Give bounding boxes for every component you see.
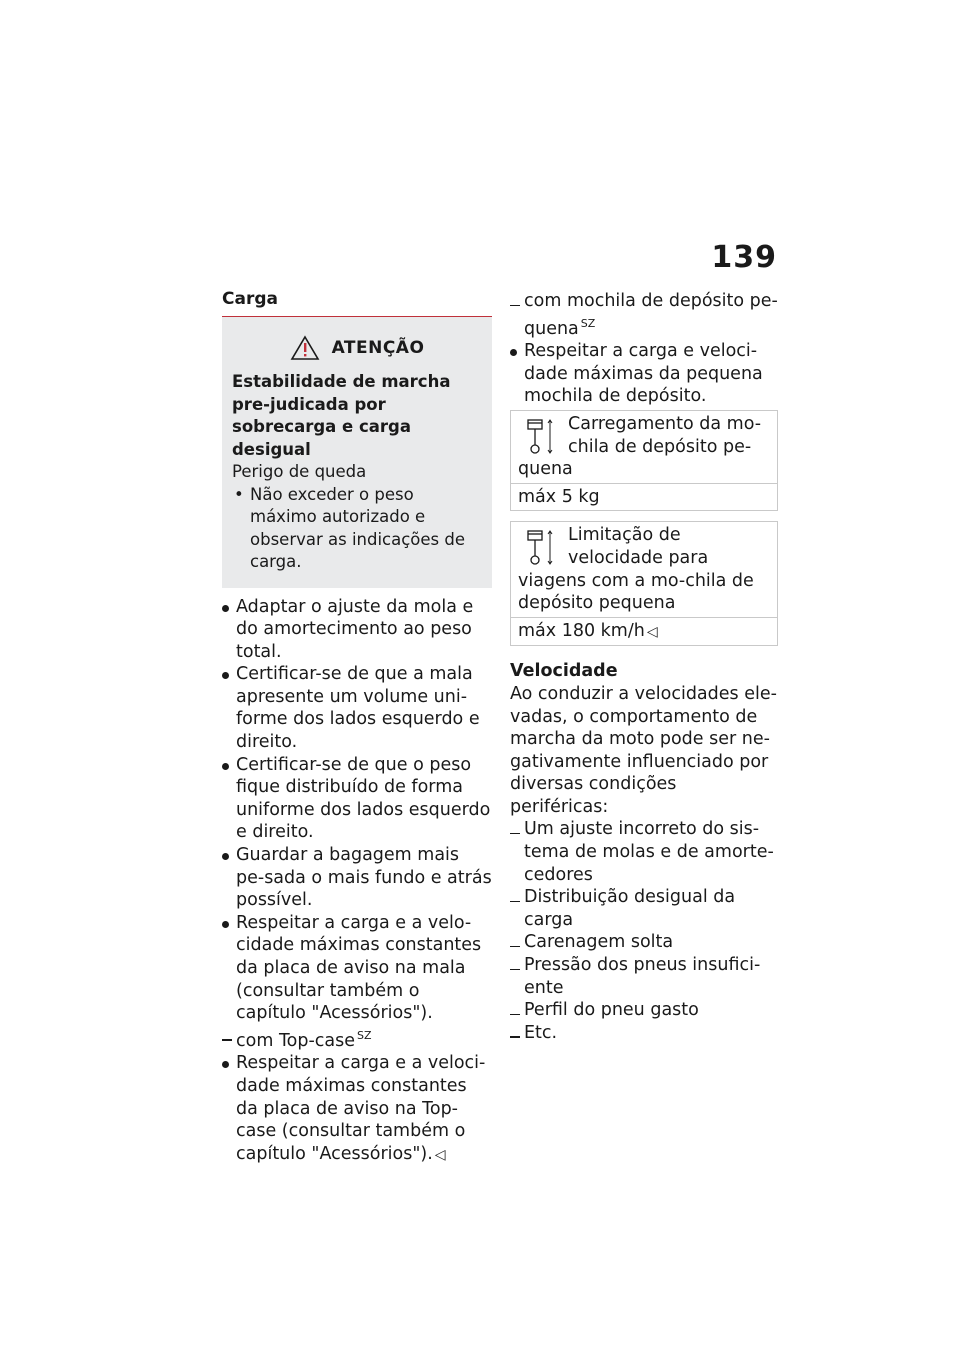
load-weight-icon (524, 528, 558, 568)
dash-mark (222, 1039, 232, 1041)
list-item-option: com Top-case $^{SZ}$ (222, 1025, 492, 1053)
warning-bullet (232, 484, 482, 574)
list-item: Pressão dos pneus insufici-ente (510, 954, 778, 999)
spec-table-speed (510, 521, 778, 646)
end-of-section-mark: ◁ (434, 1146, 446, 1163)
warning-header (232, 335, 482, 361)
bullet-mark: • (234, 484, 244, 504)
dash-mark (510, 1014, 520, 1016)
bullet-dot (510, 349, 517, 356)
warning-risk: Perigo de queda (232, 462, 367, 481)
option-code: SZ (357, 1028, 372, 1042)
dash-mark (510, 901, 520, 903)
bullet-dot (222, 1061, 229, 1068)
spec-value: máx 180 km/h (518, 620, 645, 641)
list-item: Certificar-se de que a mala apresente um volume uni-forme dos lados esquerdo e direito. (222, 663, 492, 753)
subsection-title-velocidade: Velocidade (510, 661, 618, 682)
bullet-dot (222, 921, 229, 928)
list-item: Respeitar a carga e veloci-dade máximas da pequena mochila de depósito. (510, 340, 778, 408)
warning-title: ATENÇÃO (331, 337, 425, 358)
speed-paragraph: Ao conduzir a velocidades ele-vadas, o comportamento de marcha da moto pode ser ne-gativamente influenciado por diversas condições periféricas: (510, 683, 777, 817)
bullet-dot (222, 763, 229, 770)
left-column (222, 288, 492, 1166)
warning-box (222, 317, 492, 588)
dash-mark (510, 833, 520, 835)
right-column (510, 290, 778, 1044)
spec-label-cell (511, 522, 778, 617)
conditions-list (510, 818, 778, 1044)
list-item: Perfil do pneu gasto (510, 999, 778, 1022)
option-code: SZ (580, 316, 596, 330)
list-item: Respeitar a carga e a velo-cidade máximas constantes da placa de aviso na mala (consultar também o capítulo "Acessórios"). (222, 912, 492, 1025)
list-item-option: com mochila de depósito pe-quena $^{SZ}$ (510, 290, 778, 340)
warning-subject: Estabilidade de marcha pre-judicada por sobrecarga e carga desigual (232, 372, 451, 459)
list-item: Etc. (510, 1022, 778, 1045)
warning-triangle-icon (290, 335, 320, 361)
dash-mark (510, 305, 520, 307)
dash-mark (510, 969, 520, 971)
warning-bullet-text: Não exceder o peso máximo autorizado e observar as indicações de carga. (250, 484, 466, 571)
bullet-dot (222, 605, 229, 612)
spec-value-cell (511, 617, 778, 646)
end-of-section-mark: ◁ (646, 623, 658, 640)
bullet-dot (222, 853, 229, 860)
bullet-dot (222, 672, 229, 679)
list-item: Um ajuste incorreto do sis-tema de molas e de amorte-cedores (510, 818, 778, 886)
load-weight-icon (524, 417, 558, 457)
spec-table-load (510, 410, 778, 511)
list-item: Carenagem solta (510, 931, 778, 954)
dash-mark (510, 946, 520, 948)
spec-label: Limitação de velocidade para viagens com a mo-chila de depósito pequena (518, 525, 754, 614)
section-title-carga: Carga (222, 289, 278, 309)
list-item: Adaptar o ajuste da mola e do amortecimento ao peso total. (222, 596, 492, 664)
dash-mark (510, 1036, 520, 1038)
list-item: Certificar-se de que o peso fique distribuído de forma uniforme dos lados esquerdo e direito. (222, 754, 492, 844)
carga-list (222, 596, 492, 1167)
spec-label-cell (511, 410, 778, 483)
list-item: Guardar a bagagem mais pe-sada o mais fundo e atrás possível. (222, 844, 492, 912)
spec-label: Carregamento da mo-chila de depósito pe-quena (518, 413, 762, 480)
list-item: Respeitar a carga e a veloci-dade máximas constantes da placa de aviso na Top-case (consultar também o capítulo "Acessórios"). ◁ (222, 1052, 492, 1166)
page-number: 139 (711, 240, 777, 275)
list-item: Distribuição desigual da carga (510, 886, 778, 931)
spec-value: máx 5 kg (511, 483, 778, 511)
